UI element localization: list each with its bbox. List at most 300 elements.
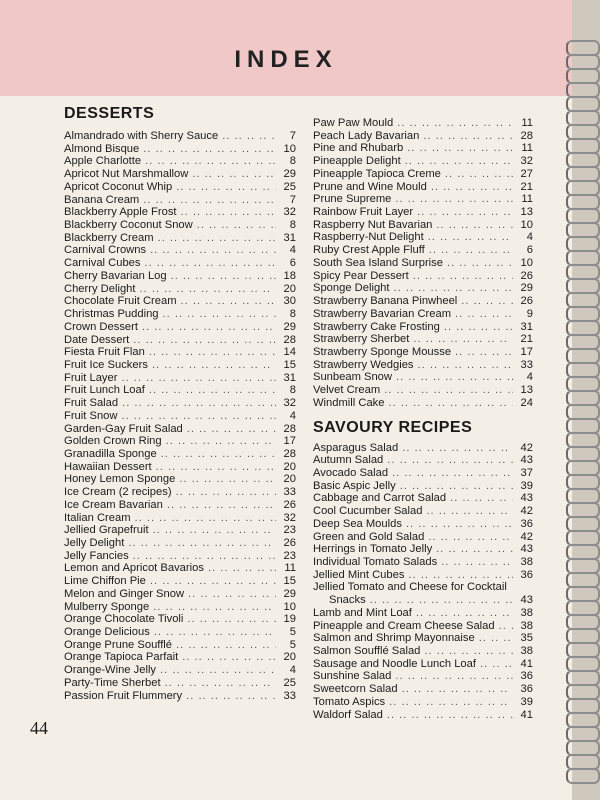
entry-name: Strawberry Bavarian Cream xyxy=(313,307,452,320)
dot-leader xyxy=(193,219,276,232)
entry-page-number: 18 xyxy=(283,269,296,282)
entry-page-number: 42 xyxy=(520,505,533,518)
index-entry xyxy=(313,130,533,143)
dot-leader xyxy=(154,232,276,245)
entry-name: Velvet Cream xyxy=(313,384,381,397)
entry-name: Strawberry Sherbet xyxy=(313,333,410,346)
entry-page-number: 24 xyxy=(520,396,533,409)
entry-name: Orange Delicious xyxy=(64,626,150,639)
index-entry xyxy=(64,372,296,385)
dot-leader xyxy=(175,473,276,486)
entry-page-number: 15 xyxy=(283,575,296,588)
entry-name: Salmon Soufflé Salad xyxy=(313,645,421,658)
entry-page-number: 36 xyxy=(520,683,533,696)
index-entry xyxy=(64,639,296,652)
entry-page-number: 29 xyxy=(283,320,296,333)
dot-leader xyxy=(118,397,276,410)
dot-leader xyxy=(149,524,276,537)
entry-name: Ice Cream (2 recipes) xyxy=(64,486,172,499)
dot-leader xyxy=(138,321,276,334)
entry-name: Cherry Delight xyxy=(64,282,136,295)
dot-leader xyxy=(182,690,276,703)
savoury-list xyxy=(313,442,533,722)
dot-leader xyxy=(427,181,513,194)
index-entry xyxy=(64,155,296,168)
entry-name: Almandrado with Sherry Sauce xyxy=(64,130,219,142)
index-entry xyxy=(313,531,533,544)
entry-name: Apricot Coconut Whip xyxy=(64,180,173,193)
entry-page-number: 43 xyxy=(520,543,533,556)
entry-page-number: 20 xyxy=(283,651,296,664)
spiral-binding xyxy=(572,0,600,800)
entry-page-number: 6 xyxy=(526,244,533,257)
index-entry xyxy=(313,117,533,130)
dot-leader xyxy=(145,346,276,359)
index-entry xyxy=(64,524,296,537)
index-entry xyxy=(64,423,296,436)
index-entry xyxy=(313,454,533,467)
dot-leader xyxy=(172,639,276,652)
index-entry xyxy=(313,282,533,295)
entry-page-number: 43 xyxy=(520,492,533,505)
dot-leader xyxy=(218,130,276,143)
dot-leader xyxy=(457,295,513,308)
dot-leader xyxy=(402,518,513,531)
entry-name: Melon and Ginger Snow xyxy=(64,587,185,600)
index-entry xyxy=(64,626,296,639)
index-entry xyxy=(313,257,533,270)
entry-name: Jellied Tomato and Cheese for Cocktail xyxy=(313,581,507,594)
dot-leader xyxy=(393,117,513,130)
entry-name: Orange Tapioca Parfait xyxy=(64,651,179,664)
entry-name: Lemon and Apricot Bavarios xyxy=(64,562,204,575)
entry-name: Lime Chiffon Pie xyxy=(64,575,146,588)
entry-page-number: 31 xyxy=(283,371,296,384)
dot-leader xyxy=(396,480,513,493)
dot-leader xyxy=(141,155,276,168)
entry-page-number: 10 xyxy=(283,142,296,155)
index-entry xyxy=(64,143,296,156)
entry-name: Strawberry Banana Pinwheel xyxy=(313,295,458,308)
index-entry xyxy=(64,257,296,270)
entry-page-number: 28 xyxy=(283,447,296,460)
entry-page-number: 11 xyxy=(521,117,533,129)
entry-page-number: 32 xyxy=(283,206,296,219)
entry-name: Fruit Snow xyxy=(64,409,118,422)
entry-name: Cabbage and Carrot Salad xyxy=(313,492,447,505)
dot-leader xyxy=(385,397,514,410)
dot-leader xyxy=(401,155,513,168)
index-entry xyxy=(313,295,533,308)
entry-name: Italian Cream xyxy=(64,511,131,524)
index-entry xyxy=(313,206,533,219)
entry-page-number: 29 xyxy=(283,587,296,600)
spiral-coil xyxy=(566,768,600,784)
dot-leader xyxy=(146,575,276,588)
entry-name: Orange Prune Soufflé xyxy=(64,638,173,651)
entry-page-number: 43 xyxy=(520,454,533,467)
entry-name: Almond Bisque xyxy=(64,142,140,155)
index-entry xyxy=(313,231,533,244)
index-entry xyxy=(313,467,533,480)
entry-name: Sausage and Noodle Lunch Loaf xyxy=(313,657,476,670)
entry-name: Paw Paw Mould xyxy=(313,117,394,129)
dot-leader xyxy=(475,632,513,645)
entry-page-number: 36 xyxy=(520,670,533,683)
entry-page-number: 7 xyxy=(289,130,296,142)
index-entry xyxy=(64,206,296,219)
dot-leader xyxy=(413,206,513,219)
entry-name: Apple Charlotte xyxy=(64,155,142,168)
entry-name: Rainbow Fruit Layer xyxy=(313,206,414,219)
entry-name: Individual Tomato Salads xyxy=(313,556,438,568)
dot-leader xyxy=(424,231,513,244)
dot-leader xyxy=(148,359,276,372)
index-entry xyxy=(313,397,533,410)
entry-page-number: 10 xyxy=(520,218,533,231)
index-entry xyxy=(313,308,533,321)
dot-leader xyxy=(129,334,276,347)
entry-page-number: 28 xyxy=(283,333,296,346)
dot-leader xyxy=(385,696,513,709)
dot-leader xyxy=(162,435,276,448)
dot-leader xyxy=(152,461,276,474)
dot-leader xyxy=(204,562,276,575)
index-entry xyxy=(313,371,533,384)
entry-name: Pine and Rhubarb xyxy=(313,142,404,155)
entry-page-number: 6 xyxy=(289,257,296,270)
entry-page-number: 20 xyxy=(283,282,296,295)
index-entry xyxy=(64,308,296,321)
entry-page-number: 9 xyxy=(526,307,533,320)
entry-page-number: 28 xyxy=(520,129,533,142)
entry-name: Honey Lemon Sponge xyxy=(64,473,176,486)
index-entry xyxy=(313,543,533,556)
entry-page-number: 37 xyxy=(520,466,533,479)
entry-name: Avocado Salad xyxy=(313,466,389,479)
dot-leader xyxy=(117,372,276,385)
entry-name: Carnival Cubes xyxy=(64,257,141,270)
index-entry xyxy=(313,556,533,569)
index-entry xyxy=(313,480,533,493)
index-entry xyxy=(64,651,296,664)
index-entry xyxy=(64,181,296,194)
entry-page-number: 39 xyxy=(520,479,533,492)
index-entry xyxy=(313,219,533,232)
dot-leader xyxy=(139,194,276,207)
entry-name: Date Dessert xyxy=(64,333,130,346)
entry-name: Blackberry Cream xyxy=(64,231,154,244)
entry-page-number: 5 xyxy=(289,638,296,651)
entry-name: Granadilla Sponge xyxy=(64,447,157,460)
entry-page-number: 36 xyxy=(520,568,533,581)
index-entry xyxy=(64,321,296,334)
entry-name: Christmas Pudding xyxy=(64,308,159,321)
right-column xyxy=(313,117,533,721)
dot-leader xyxy=(177,295,276,308)
entry-page-number: 13 xyxy=(520,206,533,219)
dot-leader xyxy=(131,512,276,525)
index-entry xyxy=(313,321,533,334)
header-band xyxy=(0,0,572,96)
dot-leader xyxy=(391,193,513,206)
dot-leader xyxy=(414,359,513,372)
index-entry xyxy=(313,155,533,168)
dot-leader xyxy=(183,613,276,626)
dot-leader xyxy=(117,410,276,423)
entry-name-continued: Snacks xyxy=(329,594,366,607)
entry-page-number: 26 xyxy=(520,295,533,308)
entry-page-number: 20 xyxy=(283,473,296,486)
entry-name: Strawberry Cake Frosting xyxy=(313,320,440,333)
dot-leader xyxy=(432,219,513,232)
index-entry xyxy=(64,575,296,588)
entry-page-number: 11 xyxy=(521,193,533,206)
dot-leader xyxy=(149,601,276,614)
index-entry xyxy=(313,244,533,257)
index-entry xyxy=(64,410,296,423)
entry-page-number: 33 xyxy=(520,358,533,371)
entry-name: Fiesta Fruit Flan xyxy=(64,346,145,359)
index-entry xyxy=(64,384,296,397)
dot-leader xyxy=(398,442,513,455)
index-entry xyxy=(64,613,296,626)
entry-page-number: 32 xyxy=(283,511,296,524)
index-entry xyxy=(64,562,296,575)
dot-leader xyxy=(420,645,513,658)
entry-name: Fruit Layer xyxy=(64,371,118,384)
index-entry xyxy=(313,492,533,505)
entry-page-number: 4 xyxy=(526,231,533,244)
entry-page-number: 23 xyxy=(283,549,296,562)
index-entry xyxy=(313,620,533,633)
entry-name: Pineapple Delight xyxy=(313,155,401,168)
index-entry xyxy=(64,219,296,232)
entry-name: Party-Time Sherbet xyxy=(64,676,161,689)
entry-name: Blackberry Coconut Snow xyxy=(64,219,193,232)
entry-page-number: 31 xyxy=(520,320,533,333)
entry-page-number: 36 xyxy=(520,517,533,530)
entry-name: Passion Fruit Flummery xyxy=(64,689,183,702)
entry-name: Lamb and Mint Loaf xyxy=(313,606,412,619)
page-number: 44 xyxy=(30,718,48,738)
entry-page-number: 20 xyxy=(283,460,296,473)
index-entry xyxy=(64,690,296,703)
entry-page-number: 38 xyxy=(520,606,533,619)
dot-leader xyxy=(388,467,513,480)
index-entry xyxy=(64,232,296,245)
entry-page-number: 10 xyxy=(520,256,533,269)
entry-page-number: 33 xyxy=(283,689,296,702)
dot-leader xyxy=(424,531,513,544)
index-entry xyxy=(313,384,533,397)
entry-name: Strawberry Sponge Mousse xyxy=(313,345,452,358)
index-entry xyxy=(313,181,533,194)
entry-page-number: 43 xyxy=(520,594,533,607)
dot-leader xyxy=(495,620,513,633)
dot-leader xyxy=(446,492,513,505)
dot-leader xyxy=(139,143,276,156)
entry-name: Jelly Delight xyxy=(64,537,125,549)
left-column xyxy=(64,104,296,702)
dot-leader xyxy=(404,569,513,582)
index-entry xyxy=(64,664,296,677)
index-entry xyxy=(64,244,296,257)
index-entry xyxy=(64,334,296,347)
index-entry xyxy=(64,512,296,525)
entry-name: Ruby Crest Apple Fluff xyxy=(313,244,425,257)
entry-name: Orange Chocolate Tivoli xyxy=(64,613,184,626)
dot-leader xyxy=(392,371,513,384)
entry-page-number: 25 xyxy=(283,676,296,689)
dot-leader xyxy=(188,168,276,181)
dot-leader xyxy=(184,588,276,601)
entry-name: Waldorf Salad xyxy=(313,708,383,721)
index-entry xyxy=(64,677,296,690)
index-entry xyxy=(64,537,296,550)
dot-leader xyxy=(150,626,276,639)
entry-page-number: 26 xyxy=(283,498,296,511)
entry-page-number: 10 xyxy=(283,600,296,613)
entry-page-number: 39 xyxy=(520,695,533,708)
dot-leader xyxy=(167,270,276,283)
entry-page-number: 14 xyxy=(283,346,296,359)
entry-name: Cherry Bavarian Log xyxy=(64,269,167,282)
entry-page-number: 4 xyxy=(526,371,533,384)
dot-leader xyxy=(159,308,276,321)
index-entry xyxy=(64,588,296,601)
dot-leader xyxy=(443,257,513,270)
index-entry-continued xyxy=(313,594,533,607)
section-heading-desserts: DESSERTS xyxy=(64,105,155,122)
entry-name: Mulberry Sponge xyxy=(64,600,150,613)
entry-page-number: 41 xyxy=(520,708,533,721)
dot-leader xyxy=(451,308,513,321)
entry-page-number: 32 xyxy=(520,155,533,168)
index-entry xyxy=(64,448,296,461)
index-entry xyxy=(64,473,296,486)
dot-leader xyxy=(156,664,276,677)
index-entry xyxy=(313,670,533,683)
dot-leader xyxy=(146,244,276,257)
index-entry xyxy=(313,518,533,531)
dot-leader xyxy=(425,244,513,257)
entry-name: Strawberry Wedgies xyxy=(313,358,414,371)
dot-leader xyxy=(172,181,276,194)
entry-page-number: 27 xyxy=(520,167,533,180)
dot-leader xyxy=(432,543,513,556)
entry-name: Carnival Crowns xyxy=(64,244,147,257)
entry-name: Fruit Lunch Loaf xyxy=(64,384,145,397)
entry-name: Asparagus Salad xyxy=(313,441,399,454)
index-entry xyxy=(313,168,533,181)
entry-page-number: 26 xyxy=(520,269,533,282)
index-entry xyxy=(64,194,296,207)
entry-page-number: 30 xyxy=(283,295,296,308)
entry-name: Ice Cream Bavarian xyxy=(64,498,163,511)
entry-page-number: 13 xyxy=(520,384,533,397)
index-entry xyxy=(313,607,533,620)
dot-leader xyxy=(136,283,276,296)
dot-leader xyxy=(183,423,276,436)
dot-leader xyxy=(451,346,513,359)
entry-page-number: 5 xyxy=(289,626,296,639)
dot-leader xyxy=(124,537,276,550)
entry-page-number: 42 xyxy=(520,530,533,543)
index-entry xyxy=(313,696,533,709)
entry-page-number: 4 xyxy=(289,409,296,422)
dot-leader xyxy=(441,168,513,181)
index-entry xyxy=(313,658,533,671)
desserts-list xyxy=(64,130,296,702)
entry-name: Jellied Mint Cubes xyxy=(313,568,405,581)
index-entry xyxy=(64,550,296,563)
dot-leader xyxy=(380,384,513,397)
entry-name: Golden Crown Ring xyxy=(64,435,162,448)
entry-page-number: 11 xyxy=(284,562,296,575)
dot-leader xyxy=(157,448,276,461)
entry-name: Pineapple and Cream Cheese Salad xyxy=(313,619,495,632)
entry-page-number: 32 xyxy=(283,397,296,410)
entry-name: Cool Cucumber Salad xyxy=(313,505,423,518)
entry-name: Windmill Cake xyxy=(313,396,385,409)
index-entry xyxy=(313,569,533,582)
entry-page-number: 8 xyxy=(289,384,296,397)
dot-leader xyxy=(177,206,276,219)
index-entry xyxy=(64,359,296,372)
entry-name: Tomato Aspics xyxy=(313,695,386,708)
dot-leader xyxy=(161,677,276,690)
entry-name: Chocolate Fruit Cream xyxy=(64,295,177,308)
dot-leader xyxy=(391,670,513,683)
entry-name: Prune Supreme xyxy=(313,193,392,206)
index-entry xyxy=(64,486,296,499)
entry-name: Prune and Wine Mould xyxy=(313,180,427,193)
entry-page-number: 31 xyxy=(283,231,296,244)
entry-page-number: 15 xyxy=(283,358,296,371)
index-entry xyxy=(64,397,296,410)
entry-page-number: 23 xyxy=(283,524,296,537)
dot-leader xyxy=(178,651,276,664)
entry-page-number: 42 xyxy=(520,441,533,454)
index-entry xyxy=(64,283,296,296)
entry-page-number: 41 xyxy=(520,657,533,670)
dot-leader xyxy=(422,505,513,518)
dot-leader xyxy=(440,321,513,334)
index-entry xyxy=(313,142,533,155)
entry-name: Orange-Wine Jelly xyxy=(64,664,157,677)
index-entry xyxy=(64,499,296,512)
entry-name: Blackberry Apple Frost xyxy=(64,206,177,219)
entry-page-number: 7 xyxy=(289,193,296,206)
entry-page-number: 29 xyxy=(520,282,533,295)
entry-name: Jelly Fancies xyxy=(64,549,129,562)
entry-page-number: 21 xyxy=(520,333,533,346)
entry-page-number: 28 xyxy=(283,422,296,435)
entry-name: Deep Sea Moulds xyxy=(313,517,402,530)
entry-name: Spicy Pear Dessert xyxy=(313,269,409,282)
index-entry xyxy=(313,709,533,722)
entry-page-number: 33 xyxy=(283,486,296,499)
index-entry xyxy=(64,435,296,448)
entry-name: Autumn Salad xyxy=(313,454,384,467)
entry-page-number: 11 xyxy=(521,142,533,155)
entry-name: Jellied Grapefruit xyxy=(64,524,149,537)
dot-leader xyxy=(129,550,276,563)
entry-page-number: 29 xyxy=(283,168,296,181)
index-entry xyxy=(313,359,533,372)
entry-name: South Sea Island Surprise xyxy=(313,256,443,269)
